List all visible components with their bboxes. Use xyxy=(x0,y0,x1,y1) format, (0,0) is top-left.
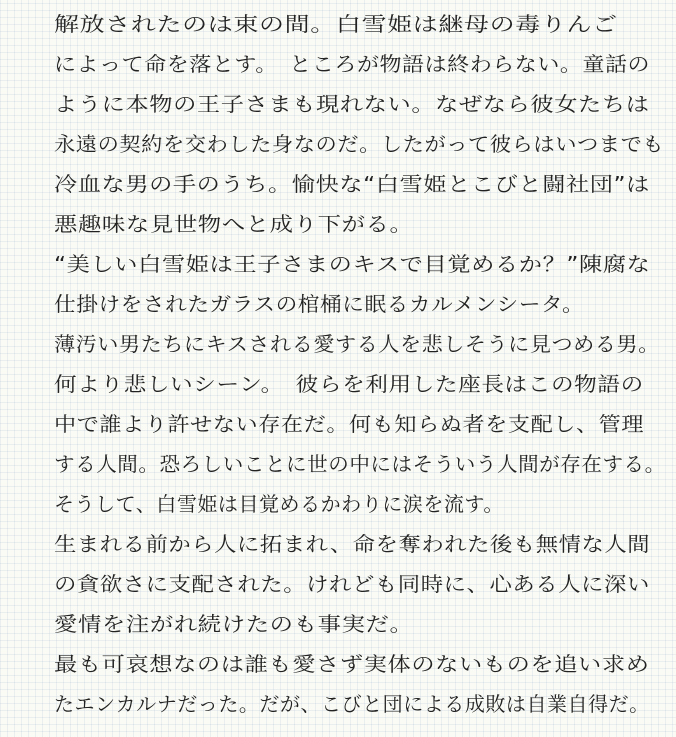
text-line: そうして、白雪姫は目覚めるかわりに涙を流す。 xyxy=(54,492,504,516)
text-line: 冷血な男の手のうち。愉快な“白雪姫とこびと闘社団”は xyxy=(54,172,650,196)
text-line: 中で誰より許せない存在だ。何も知らぬ者を支配し、管理 xyxy=(54,412,645,436)
text-line: 解放されたのは束の間。白雪姫は継母の毒りんご xyxy=(54,12,618,36)
text-line: によって命を落とす。 ところが物語は終わらない。童話の xyxy=(54,52,651,76)
text-line: 何より悲しいシーン。 彼らを利用した座長はこの物語の xyxy=(54,372,644,396)
text-line: 薄汚い男たちにキスされる愛する人を悲しそうに見つめる男。 xyxy=(54,332,660,356)
text-line: ように本物の王子さまも現れない。なぜなら彼女たちは xyxy=(54,92,650,116)
text-line: 仕掛けをされたガラスの棺桶に眠るカルメンシータ。 xyxy=(54,292,585,316)
text-line: たエンカルナだった。だが、こびと団による成敗は自業自得だ。 xyxy=(54,692,650,716)
text-line: する人間。恐ろしいことに世の中にはそういう人間が存在する。 xyxy=(54,452,666,476)
text-line: 愛情を注がれ続けたのも事実だ。 xyxy=(54,612,414,636)
text-line: “美しい白雪姫は王子さまのキスで目覚めるか？”陳腐な xyxy=(54,252,651,276)
text-line: 悪趣味な見世物へと成り下がる。 xyxy=(54,212,414,236)
text-line: 永遠の契約を交わした身なのだ。したがって彼らはいつまでも xyxy=(54,132,665,156)
text-line: の貪欲さに支配された。けれども同時に、心ある人に深い xyxy=(54,572,650,596)
text-line: 生まれる前から人に拓まれ、命を奪われた後も無情な人間 xyxy=(54,532,651,556)
text-line: 最も可哀想なのは誰も愛さず実体のないものを追い求め xyxy=(54,652,650,676)
